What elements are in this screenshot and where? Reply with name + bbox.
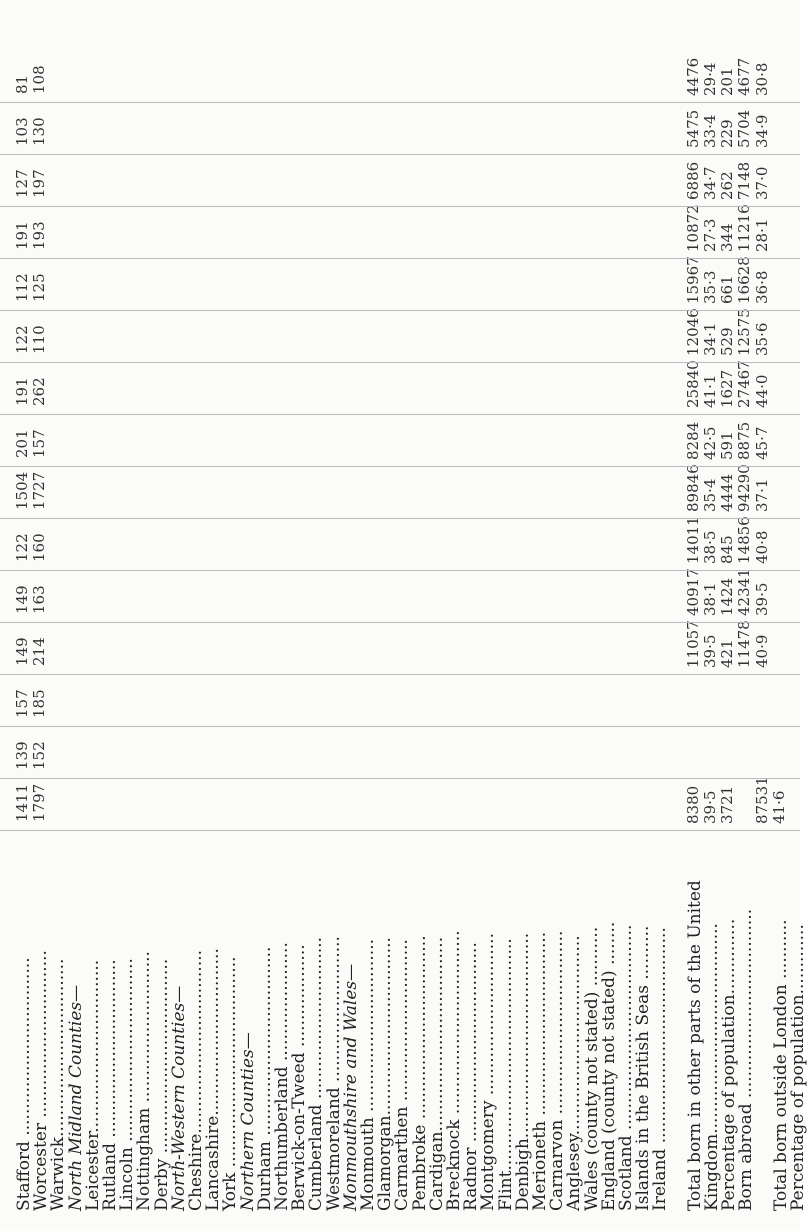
row-label: Lancashire............................... <box>203 948 224 1211</box>
total-cell: 5704 <box>735 109 754 148</box>
row-label: Cardigan.................................... <box>426 936 447 1211</box>
row-label: Westmoreland ........................... <box>323 936 344 1211</box>
row-label: Born abroad ................................... <box>736 908 757 1211</box>
data-column <box>0 518 800 571</box>
total-cell: 33·4 <box>701 114 719 148</box>
table-cell: 130 <box>30 117 49 146</box>
total-cell: 27467 <box>735 360 754 408</box>
data-column <box>0 102 800 155</box>
table-cell: 197 <box>30 169 49 198</box>
table-cell: 201 <box>13 429 31 458</box>
data-column <box>0 206 800 259</box>
total-cell: 25840 <box>683 360 702 408</box>
table-cell: 214 <box>30 637 49 666</box>
data-column <box>0 466 800 519</box>
table-cell: 81 <box>13 74 31 94</box>
row-label: Derby .................................... <box>151 958 172 1211</box>
data-column <box>0 414 800 467</box>
total-cell: 38·5 <box>701 530 719 564</box>
total-cell: 37·1 <box>752 478 771 512</box>
total-cell: 34·1 <box>701 322 719 356</box>
row-label: Durham ................................... <box>254 946 275 1211</box>
total-cell: 12046 <box>683 308 702 356</box>
table-cell: 1504 <box>13 471 31 510</box>
total-cell: 36·8 <box>752 270 771 304</box>
total-cell: 529 <box>718 327 737 356</box>
total-cell: 4677 <box>735 57 754 96</box>
row-label: Leicester................................ <box>82 959 103 1211</box>
row-labels <box>0 831 808 1211</box>
data-column <box>0 362 800 415</box>
total-cell: 8284 <box>683 421 702 460</box>
total-cell: 42·5 <box>701 426 719 460</box>
row-label: Total born outside London ........... <box>770 919 791 1211</box>
total-cell: 39·5 <box>701 790 719 824</box>
row-label: Carnarvon .................................. <box>547 930 568 1211</box>
total-cell: 11216 <box>735 204 754 252</box>
total-cell: 3721 <box>718 785 737 824</box>
total-cell: 7148 <box>735 161 754 200</box>
row-label: Worcester ............................... <box>31 950 52 1211</box>
data-column <box>0 622 800 675</box>
table-cell: 110 <box>30 325 49 354</box>
table-cell: 1727 <box>30 471 49 510</box>
total-cell: 87531 <box>752 776 771 824</box>
total-cell: 344 <box>718 223 737 252</box>
row-label: Warwick................................. <box>48 958 69 1211</box>
total-cell: 40·8 <box>752 530 771 564</box>
total-cell: 591 <box>718 431 737 460</box>
total-cell: 421 <box>718 639 737 668</box>
total-cell: 1627 <box>718 369 737 408</box>
row-label: Stafford ................................. <box>14 957 34 1211</box>
total-cell: 42341 <box>735 568 754 616</box>
total-cell: 661 <box>718 275 737 304</box>
total-cell: 94290 <box>735 464 754 512</box>
row-label: Percentage of population............. <box>788 924 808 1211</box>
row-label: Merioneth .................................. <box>530 931 550 1211</box>
total-cell: 10872 <box>683 204 702 252</box>
total-cell: 15967 <box>683 256 702 304</box>
total-cell: 34·9 <box>752 114 771 148</box>
table-cell: 149 <box>13 585 31 614</box>
total-cell: 89846 <box>683 464 702 512</box>
row-label: Cumberland .............................. <box>306 936 327 1211</box>
row-label: York ....................................... <box>220 956 241 1211</box>
row-label: Glamorgan................................. <box>375 937 396 1211</box>
table-cell: 152 <box>30 741 49 770</box>
total-cell: 4476 <box>683 57 702 96</box>
total-cell: 8875 <box>735 421 754 460</box>
row-label: Northumberland ...................... <box>272 942 292 1211</box>
table-cell: 122 <box>13 533 31 562</box>
table-cell: 125 <box>30 273 49 302</box>
row-label: Radnor ..................................... <box>461 942 482 1211</box>
total-cell: 38·1 <box>701 582 719 616</box>
data-column <box>0 154 800 207</box>
table-cell: 149 <box>13 637 31 666</box>
section-heading: North Midland Counties— <box>65 984 86 1211</box>
data-column <box>0 50 800 103</box>
total-cell: 14011 <box>683 516 702 564</box>
data-column <box>0 726 800 779</box>
data-column <box>0 778 800 831</box>
table-cell: 160 <box>30 533 49 562</box>
total-cell: 11057 <box>683 620 702 668</box>
total-cell: 229 <box>718 119 737 148</box>
row-label: Montgomery .............................. <box>478 933 499 1211</box>
row-label: Berwick-on-Tweed ................... <box>289 944 310 1211</box>
total-cell: 11478 <box>735 620 754 668</box>
total-cell: 35·4 <box>701 478 719 512</box>
table-cell: 1411 <box>13 783 31 822</box>
total-cell: 39·5 <box>752 582 771 616</box>
total-cell: 37·0 <box>752 166 771 200</box>
total-cell: 8380 <box>683 785 702 824</box>
total-cell: 4444 <box>718 473 737 512</box>
total-cell: 28·1 <box>752 218 771 252</box>
total-cell: 27·3 <box>701 218 719 252</box>
row-label: Islands in the British Seas .......... <box>633 925 654 1211</box>
data-column <box>0 310 800 363</box>
total-cell: 40917 <box>683 568 702 616</box>
table-cell: 191 <box>13 377 31 406</box>
row-label: Wales (county not stated) ........... <box>581 926 602 1211</box>
total-cell: 845 <box>718 535 737 564</box>
total-cell: 44·0 <box>752 374 771 408</box>
table-cell: 262 <box>30 377 49 406</box>
row-label: Denbigh...................................... <box>512 932 533 1211</box>
total-cell: 30·8 <box>752 62 771 96</box>
table-cell: 157 <box>13 689 31 718</box>
row-label: Percentage of population.............. <box>719 918 740 1211</box>
table-cell: 103 <box>13 117 31 146</box>
table-cell: 127 <box>13 169 31 198</box>
table-cell: 191 <box>13 221 31 250</box>
data-grid <box>0 11 800 831</box>
row-label: Ireland ........................................ <box>650 927 671 1211</box>
total-cell: 41·1 <box>701 374 719 408</box>
table-cell: 193 <box>30 221 49 250</box>
total-cell: 262 <box>718 171 737 200</box>
row-label: Total born in other parts of the United <box>684 880 705 1211</box>
table-cell: 122 <box>13 325 31 354</box>
row-label: Monmouth ................................ <box>358 939 378 1211</box>
row-label: Rutland ................................. <box>100 959 120 1211</box>
table-cell: 1797 <box>30 783 49 822</box>
row-label: Scotland ...................................... <box>616 924 636 1211</box>
data-column <box>0 570 800 623</box>
row-label: Flint........................................... <box>495 938 516 1211</box>
data-column <box>0 674 800 727</box>
row-label: Anglesey..................................... <box>564 935 585 1211</box>
total-cell: 12575 <box>735 308 754 356</box>
table-cell: 157 <box>30 429 49 458</box>
row-label: Nottingham ............................ <box>134 951 155 1211</box>
table-cell: 112 <box>13 273 31 302</box>
section-heading: North-Western Counties— <box>168 985 189 1211</box>
section-heading: Northern Counties— <box>237 1032 258 1211</box>
row-label: Cheshire.................................. <box>186 949 206 1211</box>
total-cell: 6886 <box>683 161 702 200</box>
row-label: England (county not stated) ........ <box>598 921 619 1211</box>
total-cell: 40·9 <box>752 634 771 668</box>
total-cell: 34·7 <box>701 166 719 200</box>
row-label: Lincoln .................................. <box>117 958 138 1211</box>
total-cell: 45·7 <box>752 426 771 460</box>
total-cell: 14856 <box>735 516 754 564</box>
row-label: Pembroke .................................. <box>409 935 430 1211</box>
table-cell: 163 <box>30 585 49 614</box>
total-cell: 39·5 <box>701 634 719 668</box>
total-cell: 16628 <box>735 256 754 304</box>
total-cell: 41·6 <box>769 790 788 824</box>
row-label: Carmarthen .............................. <box>392 939 413 1211</box>
section-heading: Monmouthshire and Wales— <box>340 963 361 1211</box>
total-cell: 35·6 <box>752 322 771 356</box>
table-cell: 185 <box>30 689 49 718</box>
table-cell: 139 <box>13 741 31 770</box>
total-cell: 1424 <box>718 577 737 616</box>
total-cell: 35·3 <box>701 270 719 304</box>
total-cell: 201 <box>718 67 737 96</box>
table-cell: 108 <box>30 65 49 94</box>
total-cell: 29·4 <box>701 62 719 96</box>
data-column <box>0 258 800 311</box>
total-cell: 5475 <box>683 109 702 148</box>
row-label: Brecknock .................................. <box>444 930 464 1211</box>
row-label: Kingdom....................................... <box>702 923 722 1211</box>
